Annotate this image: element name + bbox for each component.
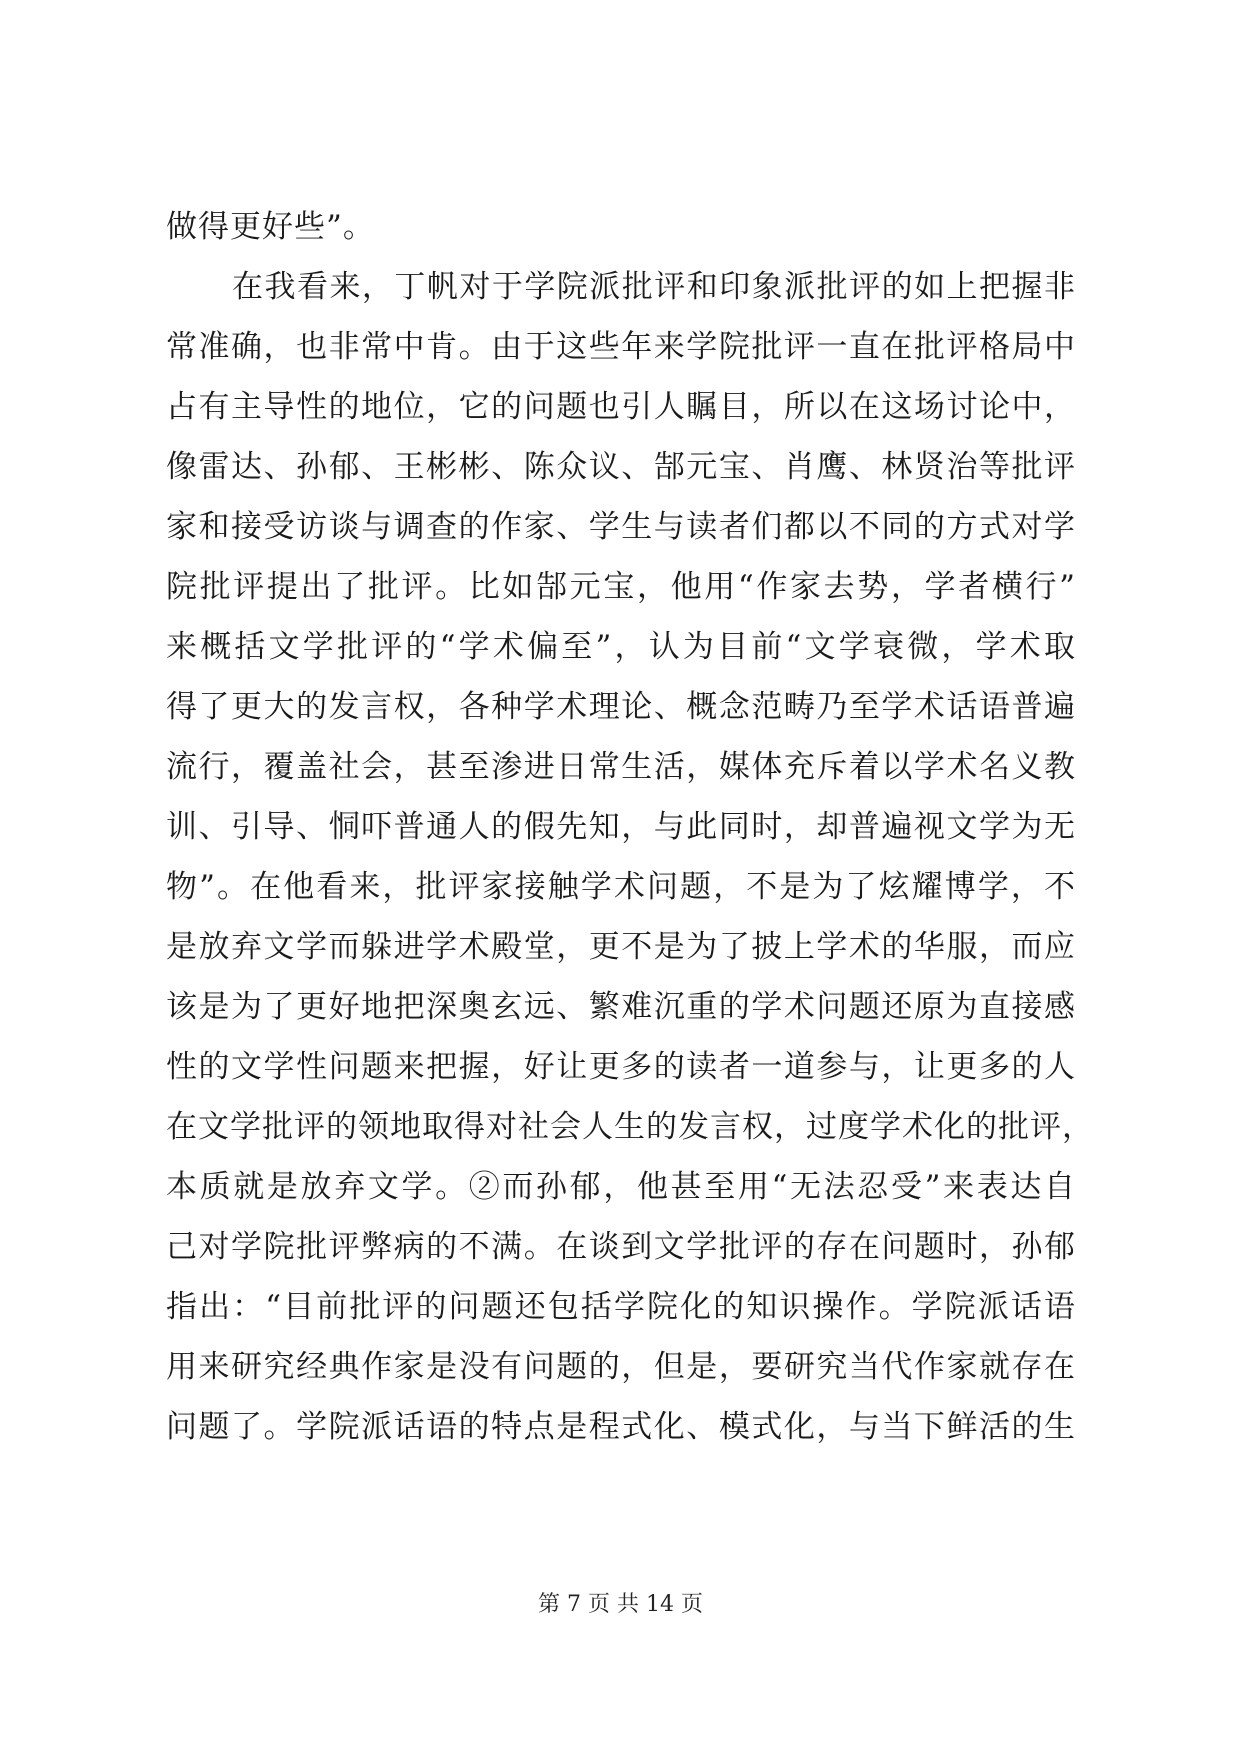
text-line-5: 像雷达、孙郁、王彬彬、陈众议、郜元宝、肖鹰、林贤治等批评 <box>166 449 1076 485</box>
text-line-15: 性的文学性问题来把握，好让更多的读者一道参与，让更多的人 <box>166 1049 1076 1085</box>
text-line-4: 占有主导性的地位，它的问题也引人瞩目，所以在这场讨论中， <box>166 389 1076 425</box>
text-line-21: 问题了。学院派话语的特点是程式化、模式化，与当下鲜活的生 <box>166 1409 1076 1445</box>
text-line-19: 指出：“目前批评的问题还包括学院化的知识操作。学院派话语 <box>166 1289 1076 1325</box>
text-line-12: 物”。在他看来，批评家接触学术问题，不是为了炫耀博学，不 <box>166 869 1076 905</box>
text-line-13: 是放弃文学而躲进学术殿堂，更不是为了披上学术的华服，而应 <box>166 929 1076 965</box>
text-line-20: 用来研究经典作家是没有问题的，但是，要研究当代作家就存在 <box>166 1349 1076 1385</box>
text-line-8: 来概括文学批评的“学术偏至”，认为目前“文学衰微，学术取 <box>166 629 1076 665</box>
text-line-14: 该是为了更好地把深奥玄远、繁难沉重的学术问题还原为直接感 <box>166 989 1076 1025</box>
text-line-6: 家和接受访谈与调查的作家、学生与读者们都以不同的方式对学 <box>166 509 1076 545</box>
text-line-16: 在文学批评的领地取得对社会人生的发言权，过度学术化的批评， <box>166 1109 1094 1145</box>
text-line-3: 常准确，也非常中肯。由于这些年来学院批评一直在批评格局中 <box>166 329 1076 365</box>
text-line-1: 做得更好些”。 <box>166 209 375 245</box>
text-line-17: 本质就是放弃文学。②而孙郁，他甚至用“无法忍受”来表达自 <box>166 1169 1076 1205</box>
paragraph-first-line: 在我看来，丁帆对于学院派批评和印象派批评的如上把握非 <box>232 269 1076 305</box>
text-line-10: 流行，覆盖社会，甚至渗进日常生活，媒体充斥着以学术名义教 <box>166 749 1076 785</box>
text-line-7: 院批评提出了批评。比如郜元宝，他用“作家去势，学者横行” <box>166 569 1076 605</box>
text-line-9: 得了更大的发言权，各种学术理论、概念范畴乃至学术话语普遍 <box>166 689 1076 725</box>
text-line-11: 训、引导、恫吓普通人的假先知，与此同时，却普遍视文学为无 <box>166 809 1076 845</box>
text-line-18: 己对学院批评弊病的不满。在谈到文学批评的存在问题时，孙郁 <box>166 1229 1076 1265</box>
page-number-footer: 第 7 页 共 14 页 <box>538 1592 703 1617</box>
